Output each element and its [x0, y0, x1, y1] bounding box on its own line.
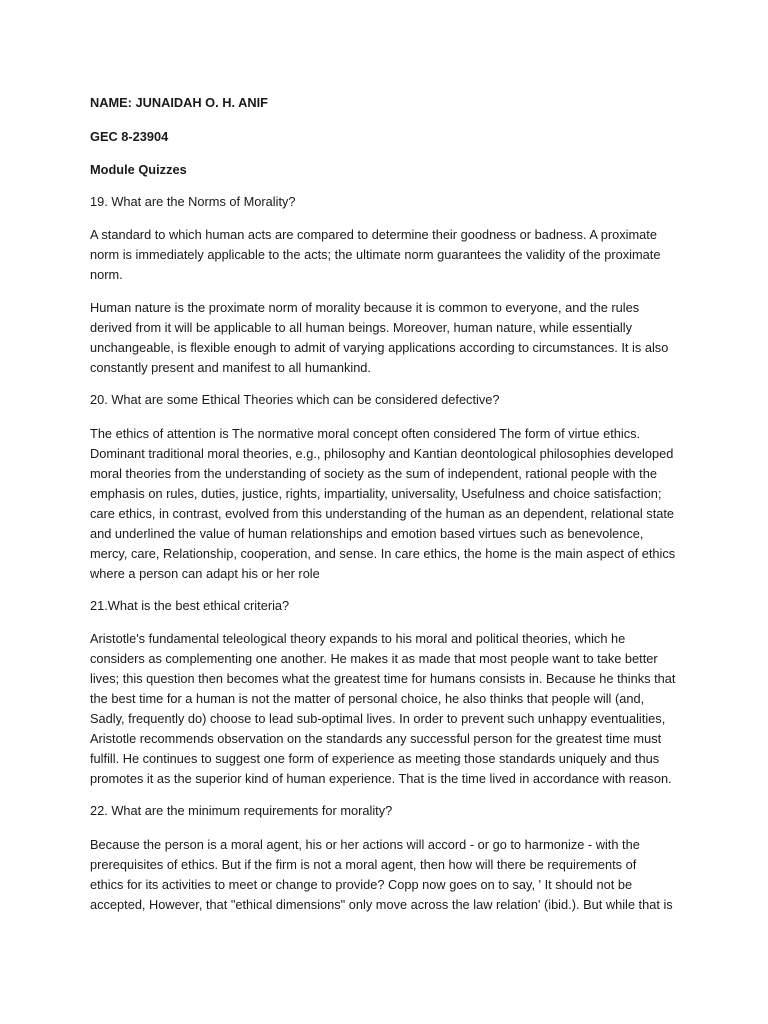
student-name: NAME: JUNAIDAH O. H. ANIF	[90, 95, 268, 110]
answer-line: where a person can adapt his or her role	[90, 566, 320, 581]
answer-line: mercy, care, Relationship, cooperation, and sense. In care ethics, the home is the main aspect of ethics	[90, 546, 676, 561]
answer-line: The ethics of attention is The normative moral concept often considered The form of virtue ethics.	[90, 426, 641, 441]
answer-line: Sadly, frequently do) choose to lead sub-optimal lives. In order to prevent such unhappy eventualities,	[90, 711, 666, 726]
answer-line: Human nature is the proximate norm of morality because it is common to everyone, and the rules	[90, 300, 640, 315]
answer-line: Dominant traditional moral theories, e.g., philosophy and Kantian deontological philosophies developed	[90, 446, 674, 461]
answer-line: emphasis on rules, duties, justice, rights, impartiality, universality, Usefulness and choice satisfaction;	[90, 486, 662, 501]
answer-line: ethics for its activities to meet or change to provide? Copp now goes on to say, ' It should not be	[90, 877, 633, 892]
answer-line: Because the person is a moral agent, his or her actions will accord - or go to harmonize - with the	[90, 837, 640, 852]
answer-line: Aristotle's fundamental teleological theory expands to his moral and political theories, which he	[90, 631, 626, 646]
answer-line: promotes it as the superior kind of human experience. That is the time lived in accordance with reason.	[90, 771, 672, 786]
answer-line: constantly present and manifest to all humankind.	[90, 360, 371, 375]
question-19: 19. What are the Norms of Morality?	[90, 194, 296, 209]
answer-line: accepted, However, that "ethical dimensions" only move across the law relation' (ibid.). But while that is	[90, 897, 673, 912]
answer-line: derived from it will be applicable to all human beings. Moreover, human nature, while essentially	[90, 320, 633, 335]
course-code: GEC 8-23904	[90, 129, 169, 144]
answer-line: and underlined the value of human relationships and emotion based virtues such as benevolence,	[90, 526, 644, 541]
answer-line: Aristotle recommends observation on the standards any successful person for the greatest time must	[90, 731, 662, 746]
answer-line: unchangeable, is flexible enough to admit of varying applications according to circumstances. It is also	[90, 340, 669, 355]
answer-line: fulfill. He continues to suggest one form of experience as meeting those standards uniquely and thus	[90, 751, 660, 766]
answer-line: care ethics, in contrast, evolved from this understanding of the human as an dependent, relational state	[90, 506, 675, 521]
question-21: 21.What is the best ethical criteria?	[90, 598, 290, 613]
answer-line: norm is immediately applicable to the acts; the ultimate norm guarantees the validity of the proximate	[90, 247, 661, 262]
answer-line: norm.	[90, 267, 123, 282]
answer-line: the best time for a human is not the matter of personal choice, he also thinks that people will (and,	[90, 691, 645, 706]
question-20: 20. What are some Ethical Theories which can be considered defective?	[90, 392, 500, 407]
answer-line: prerequisites of ethics. But if the firm is not a moral agent, then how will there be requirements of	[90, 857, 637, 872]
answer-line: A standard to which human acts are compared to determine their goodness or badness. A proximate	[90, 227, 657, 242]
document-title: Module Quizzes	[90, 162, 187, 177]
answer-line: lives; this question then becomes what the greatest time for humans consists in. Because he thinks that	[90, 671, 676, 686]
question-22: 22. What are the minimum requirements for morality?	[90, 803, 393, 818]
answer-line: considers as complementing one another. He makes it as made that most people want to take better	[90, 651, 658, 666]
answer-line: moral theories from the understanding of society as the sum of independent, rational people with the	[90, 466, 657, 481]
